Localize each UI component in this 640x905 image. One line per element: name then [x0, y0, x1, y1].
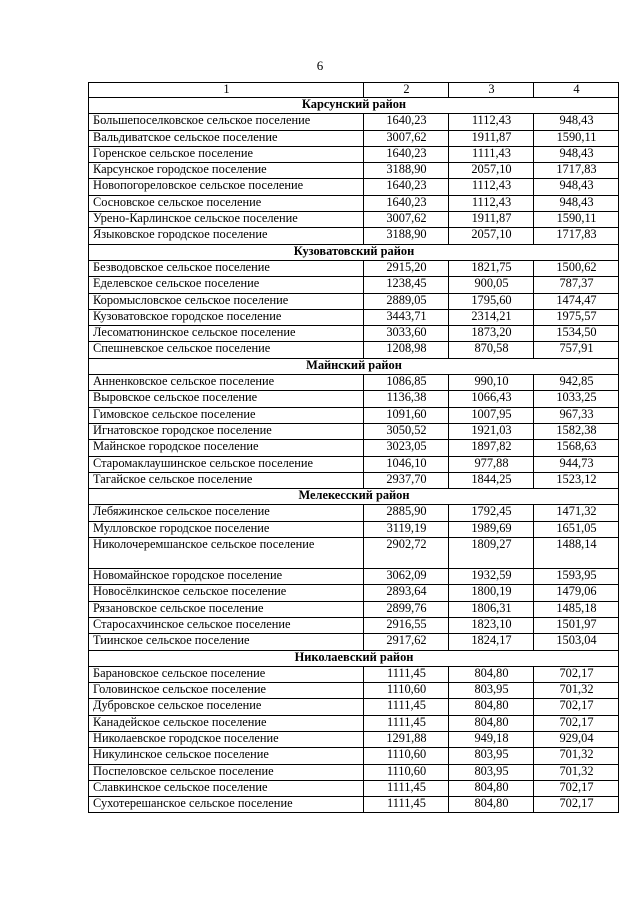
- value-col-2: 3188,90: [364, 228, 449, 244]
- value-col-2: 1111,45: [364, 666, 449, 682]
- table-row: [89, 634, 619, 650]
- value-col-2: 2893,64: [364, 585, 449, 601]
- settlement-name: Новопогореловское сельское поселение: [89, 179, 364, 195]
- table-row: [89, 228, 619, 244]
- settlement-name: Тиинское сельское поселение: [89, 634, 364, 650]
- settlement-name: Лебяжинское сельское поселение: [89, 505, 364, 521]
- district-row: [89, 650, 619, 666]
- table-row: [89, 666, 619, 682]
- settlement-name: Старосахчинское сельское поселение: [89, 617, 364, 633]
- table-row: [89, 538, 619, 569]
- value-col-3: 1844,25: [449, 472, 534, 488]
- value-col-3: 1795,60: [449, 293, 534, 309]
- value-col-3: 2057,10: [449, 163, 534, 179]
- value-col-4: 1033,25: [534, 391, 619, 407]
- value-col-3: 804,80: [449, 715, 534, 731]
- value-col-2: 3007,62: [364, 130, 449, 146]
- value-col-4: 787,37: [534, 277, 619, 293]
- settlement-name: Спешневское сельское поселение: [89, 342, 364, 358]
- value-col-4: 1590,11: [534, 212, 619, 228]
- settlement-name: Поспеловское сельское поселение: [89, 764, 364, 780]
- settlement-name: Новомайнское городское поселение: [89, 569, 364, 585]
- district-heading: Николаевский район: [89, 650, 619, 666]
- value-col-3: 977,88: [449, 456, 534, 472]
- value-col-2: 3023,05: [364, 440, 449, 456]
- settlement-name: Мулловское городское поселение: [89, 521, 364, 537]
- value-col-2: 3443,71: [364, 309, 449, 325]
- settlement-name: Славкинское сельское поселение: [89, 780, 364, 796]
- value-col-3: 1897,82: [449, 440, 534, 456]
- table-row: [89, 114, 619, 130]
- value-col-2: 1110,60: [364, 748, 449, 764]
- settlement-name: Лесоматюнинское сельское поселение: [89, 326, 364, 342]
- settlement-name: Большепоселковское сельское поселение: [89, 114, 364, 130]
- value-col-4: 1590,11: [534, 130, 619, 146]
- table-row: [89, 601, 619, 617]
- page-number: 6: [316, 58, 324, 73]
- table-row: [89, 407, 619, 423]
- table-row: [89, 456, 619, 472]
- district-heading: Кузоватовский район: [89, 244, 619, 260]
- value-col-2: 1086,85: [364, 375, 449, 391]
- district-heading: Майнский район: [89, 358, 619, 374]
- table-row: [89, 585, 619, 601]
- district-row: [89, 358, 619, 374]
- value-col-3: 1112,43: [449, 195, 534, 211]
- value-col-4: 929,04: [534, 731, 619, 747]
- value-col-4: 948,43: [534, 195, 619, 211]
- value-col-3: 2314,21: [449, 309, 534, 325]
- district-row: [89, 244, 619, 260]
- value-col-4: 1501,97: [534, 617, 619, 633]
- settlement-name: Кузоватовское городское поселение: [89, 309, 364, 325]
- value-col-4: 702,17: [534, 666, 619, 682]
- settlement-name: Анненковское сельское поселение: [89, 375, 364, 391]
- value-col-4: 1534,50: [534, 326, 619, 342]
- settlement-name: Тагайское сельское поселение: [89, 472, 364, 488]
- value-col-3: 1007,95: [449, 407, 534, 423]
- value-col-3: 1111,43: [449, 146, 534, 162]
- settlement-name: Николаевское городское поселение: [89, 731, 364, 747]
- settlement-name: Сосновское сельское поселение: [89, 195, 364, 211]
- table-row: [89, 212, 619, 228]
- value-col-2: 3050,52: [364, 423, 449, 439]
- value-col-4: 942,85: [534, 375, 619, 391]
- settlement-name: Майнское городское поселение: [89, 440, 364, 456]
- district-heading: Мелекесский район: [89, 489, 619, 505]
- value-col-4: 1500,62: [534, 260, 619, 276]
- settlement-name: Барановское сельское поселение: [89, 666, 364, 682]
- table-row: [89, 195, 619, 211]
- table-row: [89, 391, 619, 407]
- value-col-4: 944,73: [534, 456, 619, 472]
- settlement-name: Карсунское городское поселение: [89, 163, 364, 179]
- value-col-3: 803,95: [449, 683, 534, 699]
- value-col-4: 1474,47: [534, 293, 619, 309]
- value-col-2: 1111,45: [364, 780, 449, 796]
- value-col-2: 1208,98: [364, 342, 449, 358]
- column-header-3: 3: [449, 83, 534, 98]
- table-row: [89, 260, 619, 276]
- table-row: [89, 146, 619, 162]
- value-col-3: 1911,87: [449, 212, 534, 228]
- table-row: [89, 617, 619, 633]
- value-col-2: 2899,76: [364, 601, 449, 617]
- value-col-2: 2902,72: [364, 538, 449, 569]
- table-row: [89, 130, 619, 146]
- value-col-3: 1823,10: [449, 617, 534, 633]
- value-col-2: 3033,60: [364, 326, 449, 342]
- value-col-3: 2057,10: [449, 228, 534, 244]
- value-col-2: 1291,88: [364, 731, 449, 747]
- table-row: [89, 731, 619, 747]
- table-row: [89, 179, 619, 195]
- value-col-2: 2889,05: [364, 293, 449, 309]
- value-col-4: 1568,63: [534, 440, 619, 456]
- value-col-2: 2915,20: [364, 260, 449, 276]
- settlement-name: Сухотерешанское сельское поселение: [89, 797, 364, 813]
- value-col-4: 1593,95: [534, 569, 619, 585]
- value-col-4: 701,32: [534, 683, 619, 699]
- value-col-4: 757,91: [534, 342, 619, 358]
- table-row: [89, 748, 619, 764]
- value-col-4: 948,43: [534, 114, 619, 130]
- value-col-4: 948,43: [534, 146, 619, 162]
- value-col-4: 1479,06: [534, 585, 619, 601]
- settlement-name: Канадейское сельское поселение: [89, 715, 364, 731]
- table-row: [89, 293, 619, 309]
- table-row: [89, 472, 619, 488]
- table-row: [89, 440, 619, 456]
- value-col-2: 1640,23: [364, 195, 449, 211]
- value-col-2: 1640,23: [364, 179, 449, 195]
- value-col-4: 1503,04: [534, 634, 619, 650]
- settlement-name: Коромысловское сельское поселение: [89, 293, 364, 309]
- value-col-4: 702,17: [534, 797, 619, 813]
- settlement-name: Языковское городское поселение: [89, 228, 364, 244]
- value-col-4: 701,32: [534, 748, 619, 764]
- district-heading: Карсунский район: [89, 98, 619, 114]
- value-col-3: 1806,31: [449, 601, 534, 617]
- value-col-2: 1136,38: [364, 391, 449, 407]
- table-row: [89, 764, 619, 780]
- settlement-name: Урено-Карлинское сельское поселение: [89, 212, 364, 228]
- value-col-3: 1824,17: [449, 634, 534, 650]
- value-col-2: 3188,90: [364, 163, 449, 179]
- value-col-3: 804,80: [449, 797, 534, 813]
- value-col-2: 2885,90: [364, 505, 449, 521]
- settlement-name: Николочеремшанское сельское поселение: [89, 538, 364, 569]
- settlement-name: Игнатовское городское поселение: [89, 423, 364, 439]
- value-col-4: 1717,83: [534, 228, 619, 244]
- value-col-4: 701,32: [534, 764, 619, 780]
- table-row: [89, 569, 619, 585]
- value-col-2: 1111,45: [364, 699, 449, 715]
- value-col-4: 1717,83: [534, 163, 619, 179]
- settlement-name: Новосёлкинское сельское поселение: [89, 585, 364, 601]
- value-col-4: 1485,18: [534, 601, 619, 617]
- value-col-4: 1488,14: [534, 538, 619, 569]
- table-row: [89, 797, 619, 813]
- settlement-name: Безводовское сельское поселение: [89, 260, 364, 276]
- table-row: [89, 163, 619, 179]
- settlement-name: Старомаклаушинское сельское поселение: [89, 456, 364, 472]
- table-row: [89, 326, 619, 342]
- column-header-2: 2: [364, 83, 449, 98]
- value-col-2: 1110,60: [364, 683, 449, 699]
- value-col-2: 3007,62: [364, 212, 449, 228]
- table-row: [89, 375, 619, 391]
- settlement-name: Гимовское сельское поселение: [89, 407, 364, 423]
- value-col-4: 702,17: [534, 699, 619, 715]
- table-row: [89, 423, 619, 439]
- value-col-4: 967,33: [534, 407, 619, 423]
- value-col-3: 1821,75: [449, 260, 534, 276]
- table-row: [89, 277, 619, 293]
- value-col-2: 1238,45: [364, 277, 449, 293]
- value-col-4: 1975,57: [534, 309, 619, 325]
- value-col-4: 1651,05: [534, 521, 619, 537]
- value-col-3: 1989,69: [449, 521, 534, 537]
- settlement-name: Вальдиватское сельское поселение: [89, 130, 364, 146]
- value-col-3: 1873,20: [449, 326, 534, 342]
- value-col-4: 1582,38: [534, 423, 619, 439]
- value-col-4: 1471,32: [534, 505, 619, 521]
- value-col-3: 804,80: [449, 666, 534, 682]
- value-col-3: 870,58: [449, 342, 534, 358]
- table-row: [89, 342, 619, 358]
- value-col-3: 803,95: [449, 764, 534, 780]
- column-header-4: 4: [534, 83, 619, 98]
- value-col-3: 1932,59: [449, 569, 534, 585]
- settlement-name: Еделевское сельское поселение: [89, 277, 364, 293]
- value-col-2: 3119,19: [364, 521, 449, 537]
- value-col-2: 1640,23: [364, 114, 449, 130]
- value-col-3: 1921,03: [449, 423, 534, 439]
- value-col-3: 1911,87: [449, 130, 534, 146]
- table-row: [89, 683, 619, 699]
- table-row: [89, 699, 619, 715]
- value-col-2: 1091,60: [364, 407, 449, 423]
- settlement-name: Дубровское сельское поселение: [89, 699, 364, 715]
- table-header-row: [89, 83, 619, 98]
- tariff-table: [88, 82, 619, 813]
- value-col-4: 948,43: [534, 179, 619, 195]
- value-col-2: 1046,10: [364, 456, 449, 472]
- value-col-4: 702,17: [534, 780, 619, 796]
- value-col-2: 1111,45: [364, 797, 449, 813]
- district-row: [89, 98, 619, 114]
- value-col-2: 2937,70: [364, 472, 449, 488]
- value-col-3: 1112,43: [449, 179, 534, 195]
- table-row: [89, 715, 619, 731]
- value-col-3: 1792,45: [449, 505, 534, 521]
- table-row: [89, 780, 619, 796]
- value-col-2: 1640,23: [364, 146, 449, 162]
- value-col-3: 900,05: [449, 277, 534, 293]
- settlement-name: Рязановское сельское поселение: [89, 601, 364, 617]
- value-col-4: 702,17: [534, 715, 619, 731]
- settlement-name: Выровское сельское поселение: [89, 391, 364, 407]
- value-col-3: 990,10: [449, 375, 534, 391]
- value-col-3: 1800,19: [449, 585, 534, 601]
- value-col-3: 804,80: [449, 780, 534, 796]
- value-col-3: 949,18: [449, 731, 534, 747]
- settlement-name: Головинское сельское поселение: [89, 683, 364, 699]
- table-body: [89, 98, 619, 813]
- value-col-2: 1110,60: [364, 764, 449, 780]
- settlement-name: Горенское сельское поселение: [89, 146, 364, 162]
- value-col-4: 1523,12: [534, 472, 619, 488]
- table-row: [89, 505, 619, 521]
- value-col-3: 1112,43: [449, 114, 534, 130]
- district-row: [89, 489, 619, 505]
- table-row: [89, 309, 619, 325]
- table-row: [89, 521, 619, 537]
- value-col-2: 1111,45: [364, 715, 449, 731]
- value-col-2: 3062,09: [364, 569, 449, 585]
- value-col-3: 1809,27: [449, 538, 534, 569]
- value-col-2: 2916,55: [364, 617, 449, 633]
- value-col-3: 804,80: [449, 699, 534, 715]
- column-header-1: 1: [89, 83, 364, 98]
- value-col-3: 1066,43: [449, 391, 534, 407]
- value-col-3: 803,95: [449, 748, 534, 764]
- value-col-2: 2917,62: [364, 634, 449, 650]
- settlement-name: Никулинское сельское поселение: [89, 748, 364, 764]
